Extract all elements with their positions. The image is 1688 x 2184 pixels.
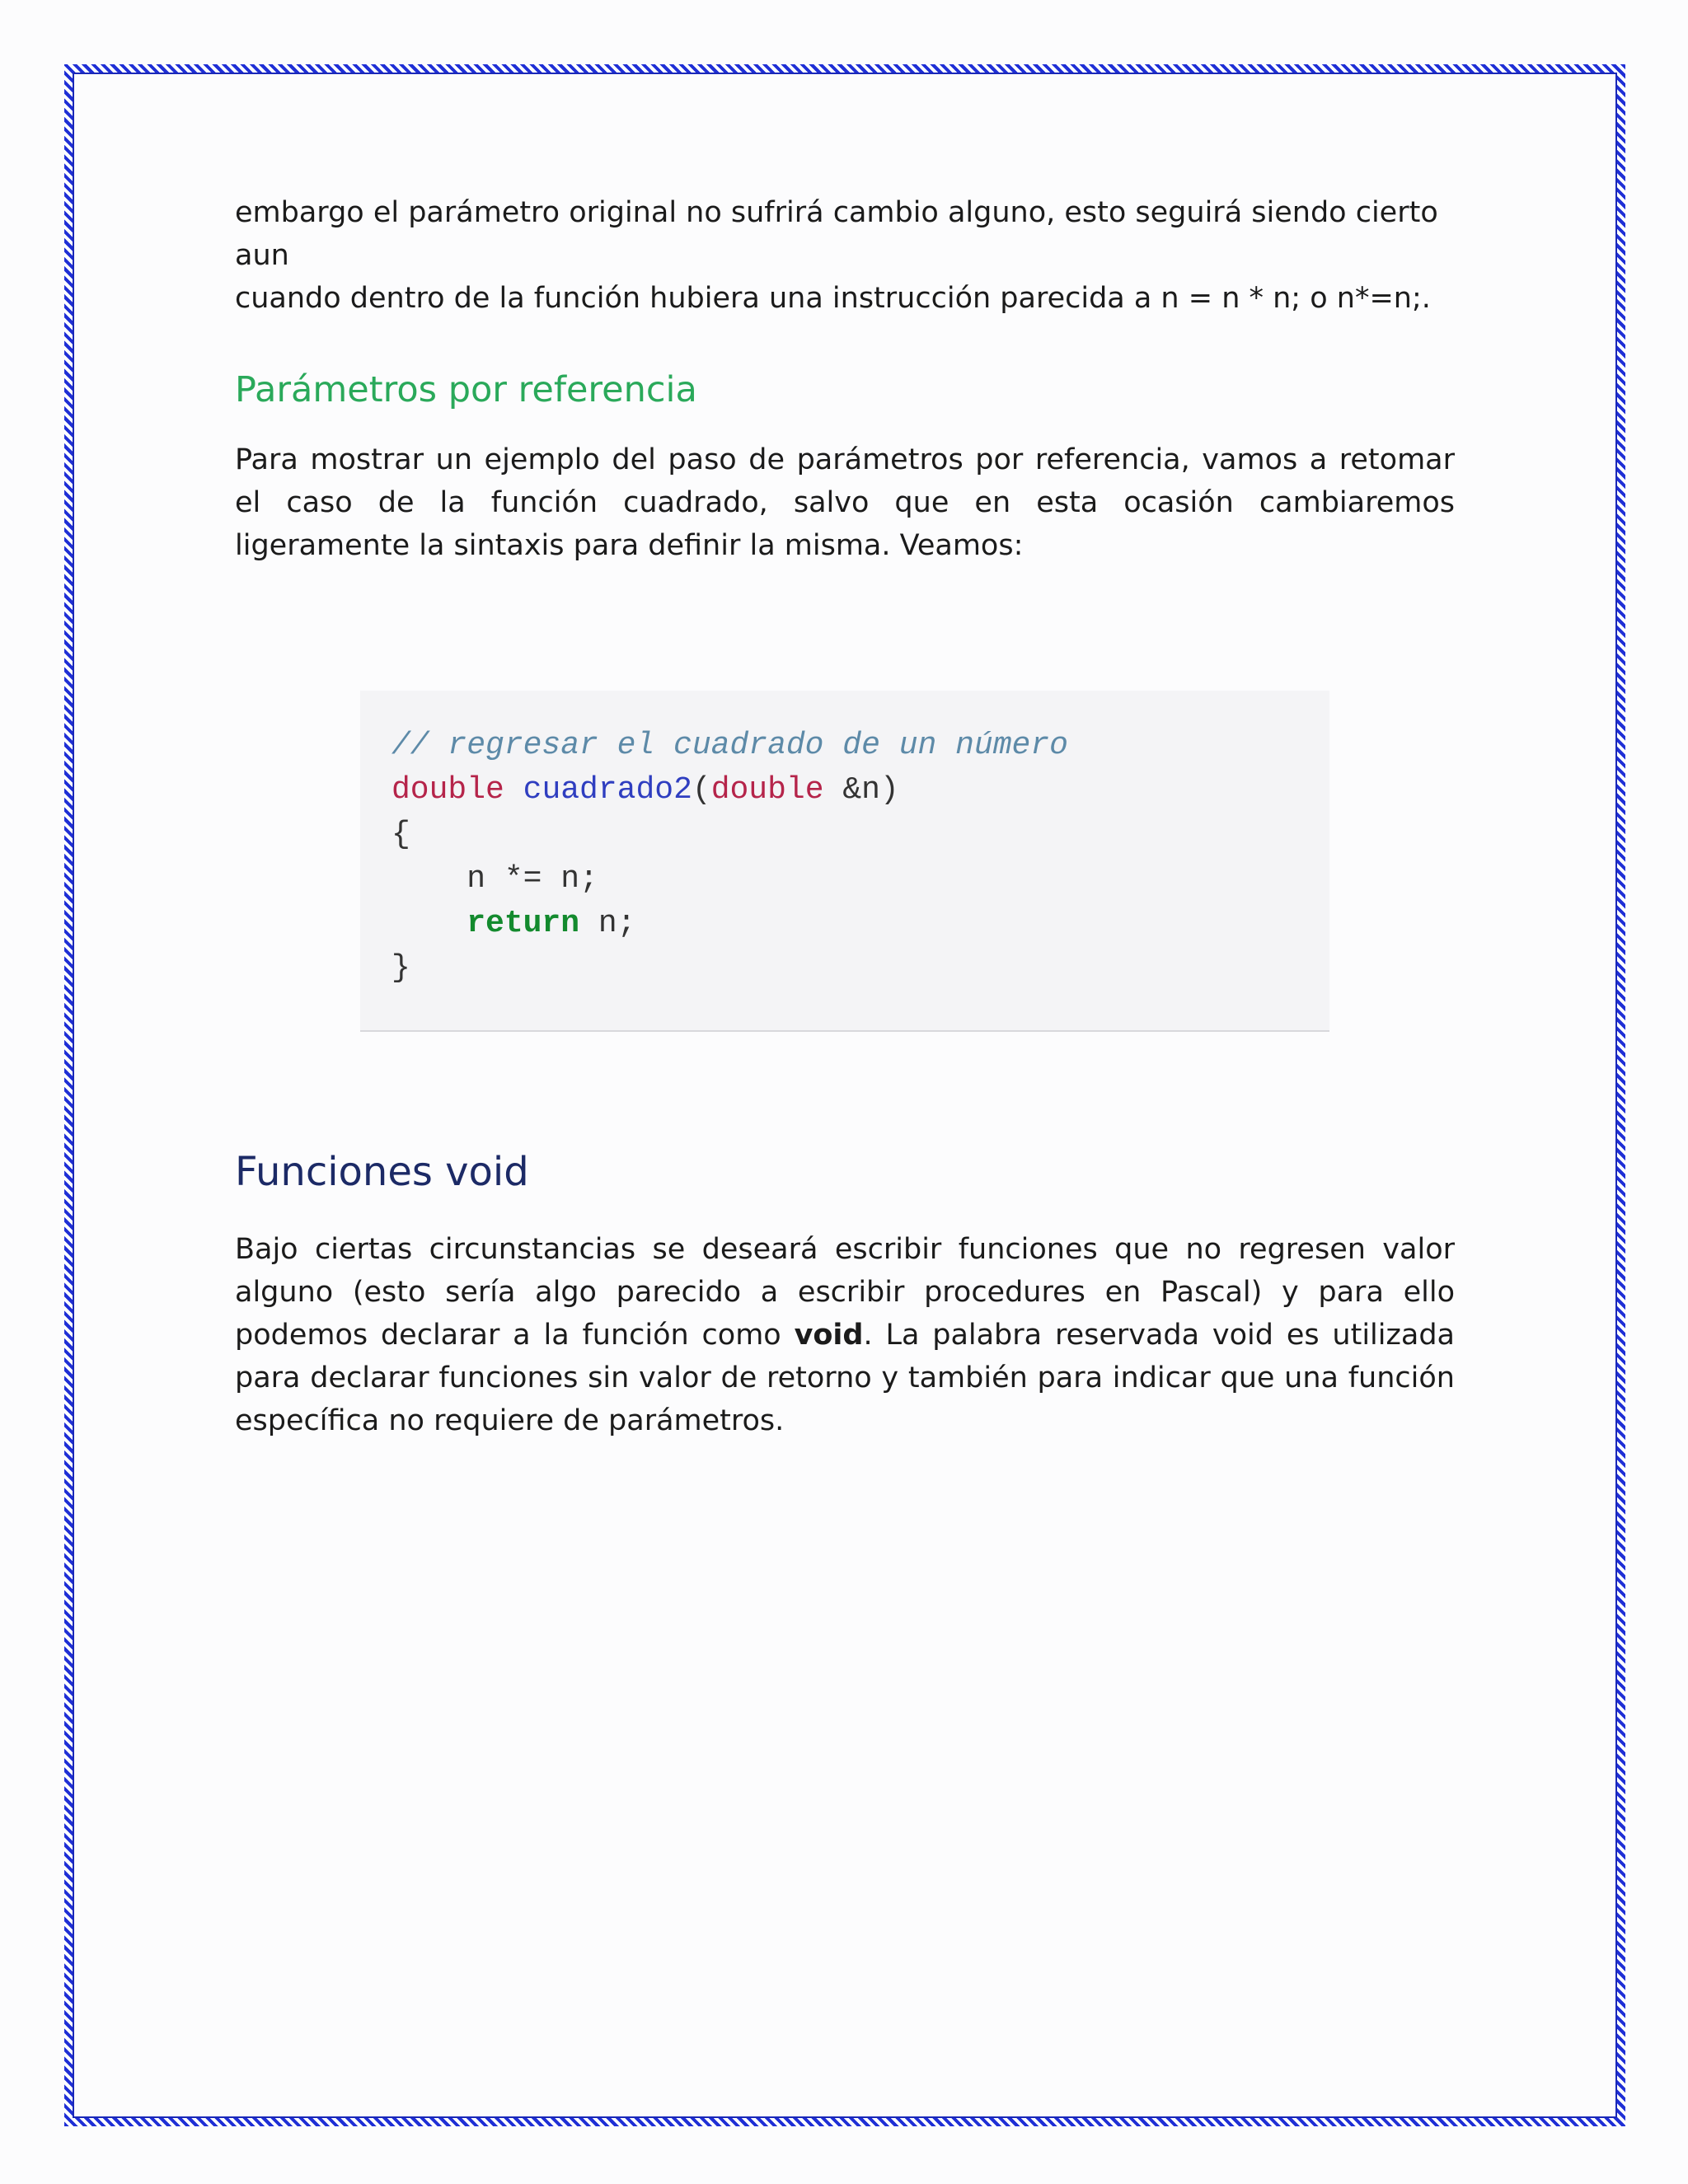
- code-return-value: n;: [579, 906, 636, 941]
- code-listing: [392, 724, 1068, 991]
- code-return-type: double: [392, 772, 504, 808]
- void-text-before: Bajo ciertas circunstancias se deseará escribir funciones que no regresen valor alguno (esto sería algo parecido a escribir procedures en Pascal) y para ello podemos declarar a la función como: [235, 1233, 1455, 1352]
- intro-line-1: embargo el parámetro original no sufrirá cambio alguno, esto seguirá siendo cierto aun: [235, 196, 1438, 272]
- code-open-brace: {: [392, 817, 410, 852]
- code-open-paren: (: [692, 772, 711, 808]
- void-bold-word: void: [794, 1319, 864, 1352]
- void-text-after: . La palabra reservada void es utilizada para declarar funciones sin valor de retorno y también para indicar que una función específica no requiere de parámetros.: [235, 1319, 1455, 1437]
- intro-line-2: cuando dentro de la función hubiera una instrucción parecida a n = n * n; o n*=n;.: [235, 282, 1431, 315]
- code-param-type: double: [710, 772, 824, 808]
- void-paragraph: [235, 1228, 1455, 1442]
- code-param-name: &n): [823, 772, 899, 808]
- code-comment: // regresar el cuadrado de un número: [392, 728, 1068, 763]
- code-return-keyword: return: [467, 906, 580, 941]
- code-function-name: cuadrado2: [523, 772, 692, 808]
- referencia-paragraph: Para mostrar un ejemplo del paso de parámetros por referencia, vamos a retomar el caso de la función cuadrado, salvo que en esta ocasión cambiaremos ligeramente la sintaxis para definir la misma. Veamos:: [235, 443, 1455, 562]
- heading-parametros-por-referencia: Parámetros por referencia: [235, 369, 697, 410]
- intro-paragraph: [235, 191, 1455, 320]
- code-close-brace: }: [392, 950, 410, 986]
- code-statement-1: n *= n;: [467, 861, 598, 897]
- heading-funciones-void: Funciones void: [235, 1149, 529, 1195]
